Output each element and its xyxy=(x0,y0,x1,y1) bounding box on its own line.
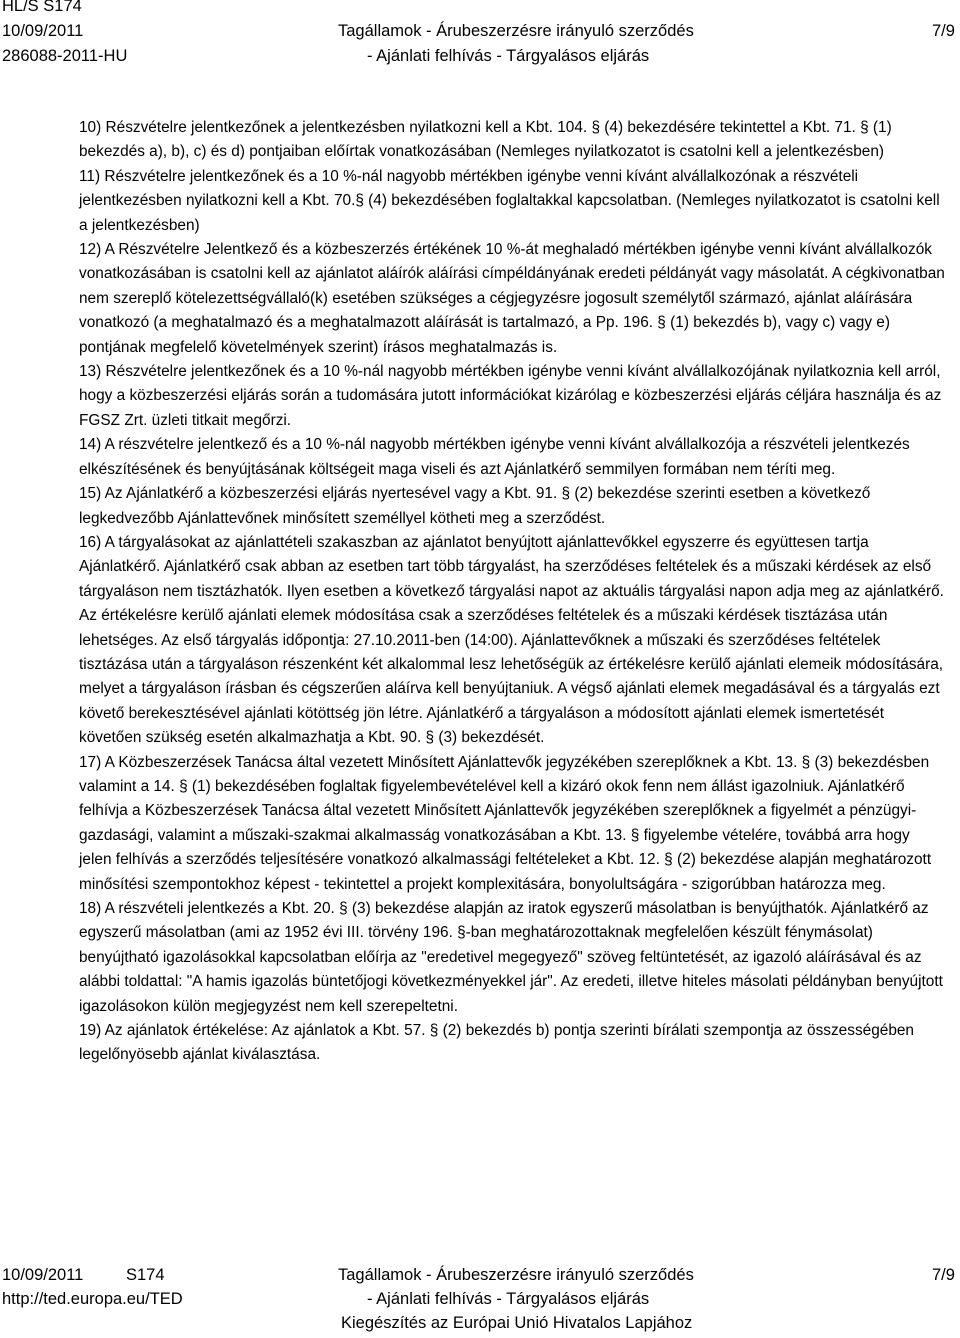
footer-page-number: 7/9 xyxy=(932,1266,955,1284)
paragraph-19: 19) Az ajánlatok értékelése: Az ajánlatok a Kbt. 57. § (2) bekezdés b) pontja szerinti bírálati szempontja az összességében legelőnyösebb ajánlat kiválasztása. xyxy=(79,1022,914,1064)
notice-number: 286088-2011-HU xyxy=(2,47,128,65)
footer-series: S174 xyxy=(126,1266,165,1284)
paragraph-13: 13) Részvételre jelentkezőnek és a 10 %-nál nagyobb mértékben igénybe venni kívánt alvállalkozójának nyilatkoznia kell arról, hogy a közbeszerzési eljárás során a tudomására jutott információkat kizárólag e közbeszerzési eljárás céljára használja és az FGSZ Zrt. üzleti titkait megőrzi. xyxy=(79,363,942,429)
paragraph-17: 17) A Közbeszerzések Tanácsa által vezetett Minősített Ajánlattevők jegyzékében szereplőknek a Kbt. 13. § (3) bekezdésben valamint a 14. § (1) bekezdésében foglaltak figyelembevételével kell a kizáró okok fenn nem állást igazolniuk. Ajánlatkérő felhívja a Közbeszerzések Tanácsa által vezetett Minősített Ajánlattevők jegyzékében szereplőknek a figyelmét a pénzügyi-gazdasági, valamint a műszaki-szakmai alkalmasság vonatkozásában a Kbt. 13. § figyelembe vételére, továbbá arra hogy jelen felhívás a szerződés teljesítésére vonatkozó alkalmassági feltételeket a Kbt. 12. § (2) bekezdése alapján meghatározott minősítési szempontokhoz képest - tekintettel a projekt komplexitására, bonyolultságára - szigorúbban határozza meg. xyxy=(79,753,932,893)
page-header xyxy=(0,0,960,80)
doc-id: HL/S S174 xyxy=(2,0,82,15)
footer-url: http://ted.europa.eu/TED xyxy=(2,1290,183,1308)
header-title-line1: Tagállamok - Árubeszerzésre irányuló szerződés xyxy=(338,22,694,40)
header-title-line2: - Ajánlati felhívás - Tárgyalásos eljárás xyxy=(367,47,650,65)
paragraph-11: 11) Részvételre jelentkezőnek és a 10 %-nál nagyobb mértékben igénybe venni kívánt alvállalkozónak a részvételi jelentkezésben nyilatkozni kell a Kbt. 70.§ (4) bekezdésében foglaltakkal kapcsolatban. (Nemleges nyilatkozatot is csatolni kell a jelentkezésben) xyxy=(79,167,940,234)
footer-title-line3: Kiegészítés az Európai Unió Hivatalos Lapjához xyxy=(341,1314,693,1332)
paragraph-12: 12) A Részvételre Jelentkező és a közbeszerzés értékének 10 %-át meghaladó mértékben igénybe venni kívánt alvállalkozók vonatkozásában is csatolni kell az ajánlatot aláírók aláírási címpéldányának eredeti példányát vagy másolatát. A cégkivonatban nem szereplő kötelezettségvállaló(k) esetében szükséges a cégjegyzésre jogosult személytől származó, ajánlat aláírására vonatkozó (a meghatalmazó és a meghatalmazott aláírását is tartalmazó, a Pp. 196. § (1) bekezdés b), vagy c) vagy e) pontjának megfelelő követelmények szerint) írásos meghatalmazás is. xyxy=(79,241,945,356)
paragraph-18: 18) A részvételi jelentkezés a Kbt. 20. § (3) bekezdése alapján az iratok egyszerű másolatban is benyújthatók. Ajánlatkérő az egyszerű másolatban (ami az 1952 évi III. törvény 196. §-ban meghatározottaknak megfelelően készült fénymásolat) benyújtható igazolásokkal kapcsolatban előírja az "eredetivel megegyező" szöveg feltüntetését, az igazoló aláírásával és az alábbi toldattal: "A hamis igazolás büntetőjogi következményekkel jár". Az eredeti, illetve hiteles másolati példányban benyújtott igazolásokon külön megjegyzést nem kell szerepeltetni. xyxy=(79,900,943,1015)
header-page-number: 7/9 xyxy=(932,22,955,40)
header-date: 10/09/2011 xyxy=(2,22,84,40)
page-footer xyxy=(0,1258,960,1338)
footer-date: 10/09/2011 xyxy=(2,1266,84,1284)
paragraph-14: 14) A részvételre jelentkező és a 10 %-nál nagyobb mértékben igénybe venni kívánt alvállalkozója a részvételi jelentkezés elkészítésének és benyújtásának költségeit maga viseli és azt Ajánlatkérő semmilyen formában nem téríti meg. xyxy=(79,436,910,478)
paragraph-10: 10) Részvételre jelentkezőnek a jelentkezésben nyilatkozni kell a Kbt. 104. § (4) bekezdésére tekintettel a Kbt. 71. § (1) bekezdés a), b), c) és d) pontjaiban előírtak vonatkozásában (Nemleges nyilatkozatot is csatolni kell a jelentkezésben) xyxy=(79,119,892,161)
paragraph-16: 16) A tárgyalásokat az ajánlattételi szakaszban az ajánlatot benyújtott ajánlattevőkkel egyszerre és együttesen tartja Ajánlatkérő. Ajánlatkérő csak abban az esetben tart több tárgyalást, ha szerződéses feltételek és a műszaki kérdések az első tárgyaláson nem tisztázhatók. Ilyen esetben a következő tárgyalási napot az aktuális tárgyalási napon adja meg az ajánlatkérő. Az értékelésre kerülő ajánlati elemek módosítása csak a szerződéses feltételek és a műszaki kérdések tisztázása után lehetséges. Az első tárgyalás időpontja: 27.10.2011-ben (14:00). Ajánlattevőknek a műszaki és szerződéses feltételek tisztázása után a tárgyaláson részenként két alkalommal lesz lehetőségük az értékelésre kerülő ajánlati elemeik módosítására, melyet a tárgyaláson írásban és cégszerűen aláírva kell benyújtaniuk. A végső ajánlati elemek megadásával és a tárgyalás ezt követő berekesztésével ajánlati kötöttség jön létre. Ajánlatkérő a tárgyaláson a módosított ajánlati elemek ismertetését követően szükség esetén alkalmazhatja a Kbt. 90. § (3) bekezdését. xyxy=(79,533,944,747)
paragraph-15: 15) Az Ajánlatkérő a közbeszerzési eljárás nyertesével vagy a Kbt. 91. § (2) bekezdése szerinti esetben a következő legkedvezőbb Ajánlattevőnek minősített személlyel kötheti meg a szerződést. xyxy=(79,485,871,527)
document-body xyxy=(79,116,945,1068)
footer-title-line2: - Ajánlati felhívás - Tárgyalásos eljárás xyxy=(367,1290,650,1308)
footer-title-line1: Tagállamok - Árubeszerzésre irányuló szerződés xyxy=(338,1266,694,1284)
